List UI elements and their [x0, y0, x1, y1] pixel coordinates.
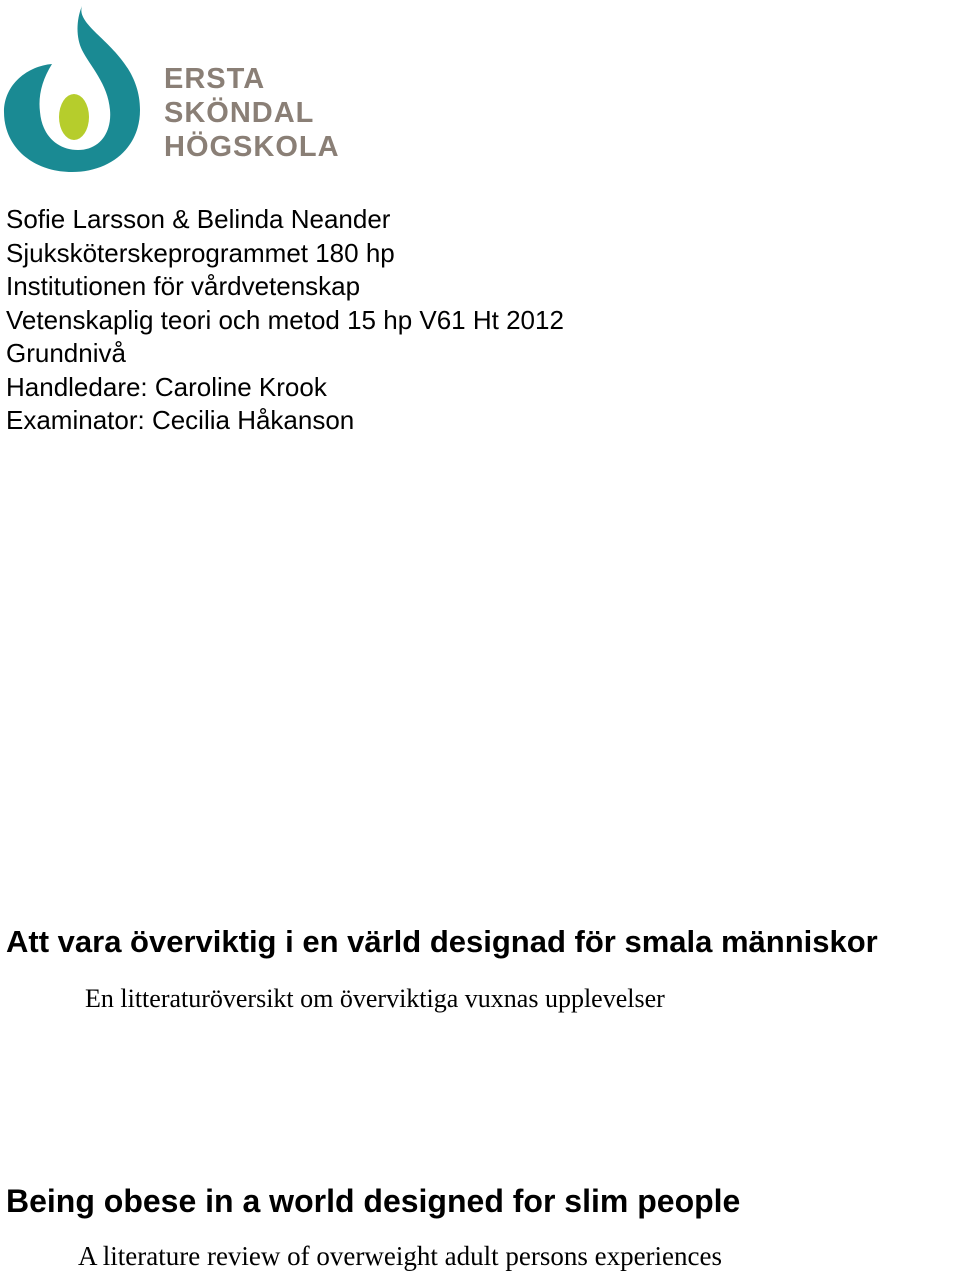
- swedish-title: Att vara överviktig i en värld designad för smala människor: [6, 924, 878, 959]
- logo-text-line-3: HÖGSKOLA: [164, 131, 340, 163]
- english-subtitle: A literature review of overweight adult persons experiences: [78, 1241, 723, 1271]
- level-line: Grundnivå: [6, 338, 126, 368]
- program-line: Sjuksköterskeprogrammet 180 hp: [6, 237, 395, 268]
- english-title: Being obese in a world designed for slim people: [6, 1183, 741, 1219]
- swedish-subtitle: En litteraturöversikt om överviktiga vuxnas upplevelser: [85, 984, 665, 1013]
- supervisor-line: Handledare: Caroline Krook: [6, 371, 327, 402]
- logo-text-line-2: SKÖNDAL: [164, 97, 315, 129]
- authors-line: Sofie Larsson & Belinda Neander: [6, 204, 391, 234]
- institution-line: Institutionen för vårdvetenskap: [6, 271, 361, 301]
- logo-text-line-1: ERSTA: [164, 63, 266, 95]
- course-line: Vetenskaplig teori och metod 15 hp V61 Ht 2012: [6, 304, 564, 335]
- logo-seed-shape: [59, 94, 89, 140]
- thesis-metadata: [6, 203, 564, 438]
- examiner-line: Examinator: Cecilia Håkanson: [6, 405, 355, 435]
- logo-drop-shape: [4, 6, 140, 172]
- drop-logo-icon: [0, 0, 150, 175]
- institution-logo: [0, 0, 340, 175]
